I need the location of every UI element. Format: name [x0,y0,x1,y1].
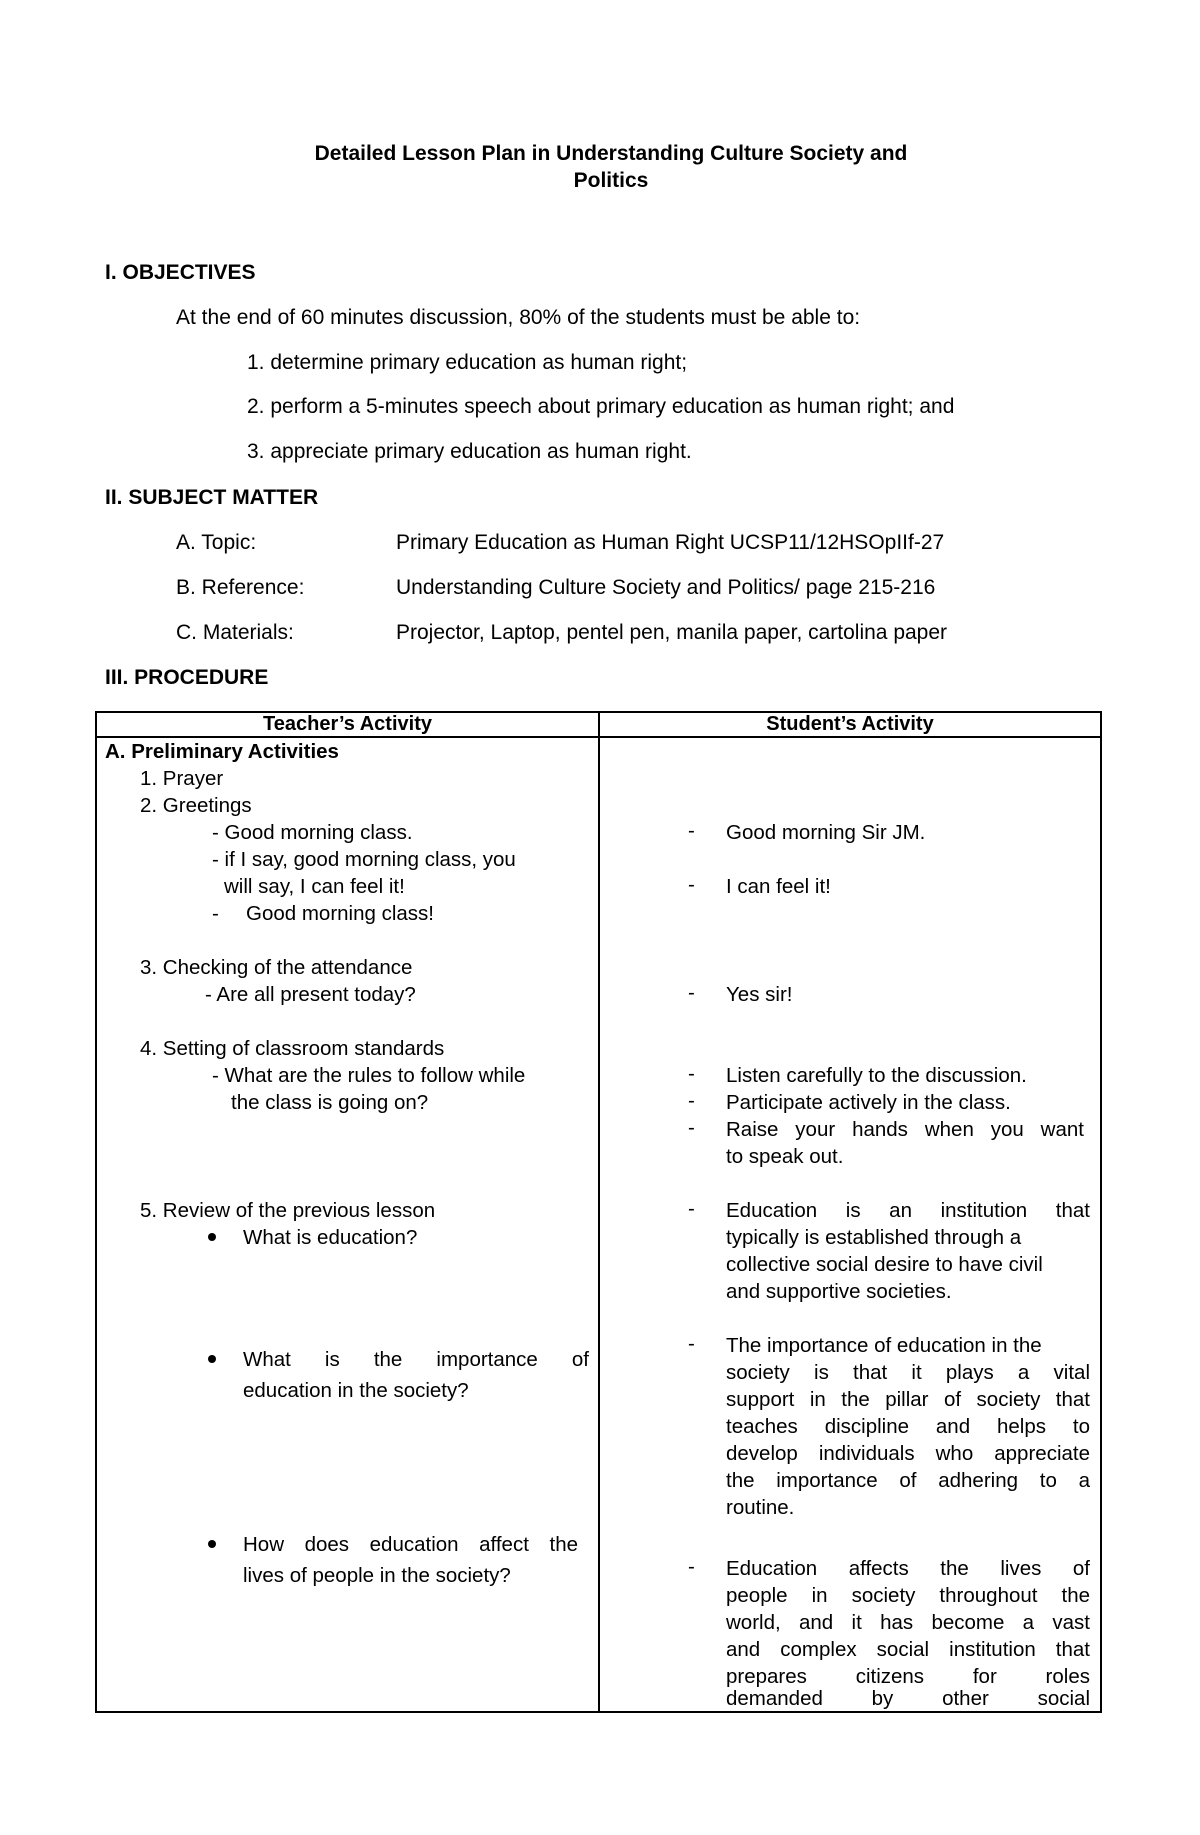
teacher-standards: 4. Setting of classroom standards [140,1037,445,1060]
objective-item-2: 2. perform a 5-minutes speech about primary education as human right; and [247,395,955,418]
subject-reference-value: Understanding Culture Society and Politics/ page 215-216 [396,576,936,599]
teacher-prayer: 1. Prayer [140,767,224,790]
document-title-line2: Politics [573,169,649,192]
teacher-greet-1: - Good morning class. [212,821,413,844]
student-dash: - [688,873,695,896]
student-answer-3-line: prepares citizens for roles [726,1665,1090,1688]
subject-matter-heading: II. SUBJECT MATTER [105,486,319,509]
student-rule-3a: Raise your hands when you want [726,1118,1084,1141]
student-attendance-answer: Yes sir! [726,983,793,1006]
student-rule-2: Participate actively in the class. [726,1091,1011,1114]
teacher-attendance-question: - Are all present today? [205,983,416,1006]
review-question-2b: education in the society? [243,1379,469,1402]
subject-reference-label: B. Reference: [176,576,305,599]
student-dash: - [688,1089,695,1112]
review-question-3a: How does education affect the [243,1533,578,1556]
review-question-1: What is education? [243,1226,418,1249]
student-answer-3-line: Education affects the lives of [726,1557,1090,1580]
subject-materials-value: Projector, Laptop, pentel pen, manila paper, cartolina paper [396,621,948,644]
teacher-standards-question-b: the class is going on? [231,1091,429,1114]
bullet-icon [208,1355,216,1363]
procedure-heading: III. PROCEDURE [105,666,269,689]
teacher-greet-2a: - if I say, good morning class, you [212,848,516,871]
student-answer-2-line: routine. [726,1496,795,1519]
review-question-3b: lives of people in the society? [243,1564,511,1587]
teacher-review: 5. Review of the previous lesson [140,1199,436,1222]
student-answer-1-line: typically is established through a [726,1226,1022,1249]
review-question-2a: What is the importance of [243,1348,589,1371]
section-preliminary-activities: A. Preliminary Activities [105,740,339,763]
student-answer-3-line: people in society throughout the [726,1584,1090,1607]
student-dash: - [688,1197,695,1220]
subject-topic-value: Primary Education as Human Right UCSP11/12HSOpIIf-27 [396,531,945,554]
student-answer-2-line: teaches discipline and helps to [726,1415,1090,1438]
table-column-divider [598,711,600,1713]
student-dash: - [688,1062,695,1085]
teacher-greetings: 2. Greetings [140,794,252,817]
objective-item-1: 1. determine primary education as human right; [247,351,688,374]
document-title-line1: Detailed Lesson Plan in Understanding Culture Society and [314,142,908,165]
student-answer-2-line: develop individuals who appreciate [726,1442,1090,1465]
objective-item-3: 3. appreciate primary education as human right. [247,440,692,463]
student-answer-3-line: world, and it has become a vast [726,1611,1090,1634]
student-answer-2-line: The importance of education in the [726,1334,1042,1357]
student-answer-1-line: and supportive societies. [726,1280,952,1303]
bullet-icon [208,1540,216,1548]
student-greet-1: Good morning Sir JM. [726,821,926,844]
student-dash: - [688,981,695,1004]
teacher-greet-3-dash: - [212,902,219,925]
student-dash: - [688,1555,695,1578]
student-answer-3-line: and complex social institution that [726,1638,1090,1661]
student-activity-header: Student’s Activity [766,713,934,735]
student-answer-1-line: collective social desire to have civil [726,1253,1043,1276]
student-dash: - [688,1116,695,1139]
student-dash: - [688,1332,695,1355]
student-answer-2-line: the importance of adhering to a [726,1469,1090,1492]
teacher-standards-question-a: - What are the rules to follow while [212,1064,526,1087]
objectives-heading: I. OBJECTIVES [105,261,256,284]
student-answer-2-line: society is that it plays a vital [726,1361,1090,1384]
teacher-activity-header: Teacher’s Activity [263,713,432,735]
teacher-greet-2b: will say, I can feel it! [224,875,405,898]
bullet-icon [208,1233,216,1241]
student-rule-3b: to speak out. [726,1145,844,1168]
student-greet-2: I can feel it! [726,875,831,898]
subject-materials-label: C. Materials: [176,621,294,644]
objectives-intro: At the end of 60 minutes discussion, 80% of the students must be able to: [176,306,861,329]
student-answer-2-line: support in the pillar of society that [726,1388,1090,1411]
teacher-attendance: 3. Checking of the attendance [140,956,413,979]
teacher-greet-3: Good morning class! [246,902,435,925]
student-answer-3-line: demanded by other social [726,1688,1090,1710]
subject-topic-label: A. Topic: [176,531,257,554]
student-dash: - [688,819,695,842]
student-rule-1: Listen carefully to the discussion. [726,1064,1027,1087]
student-answer-1-line: Education is an institution that [726,1199,1090,1222]
